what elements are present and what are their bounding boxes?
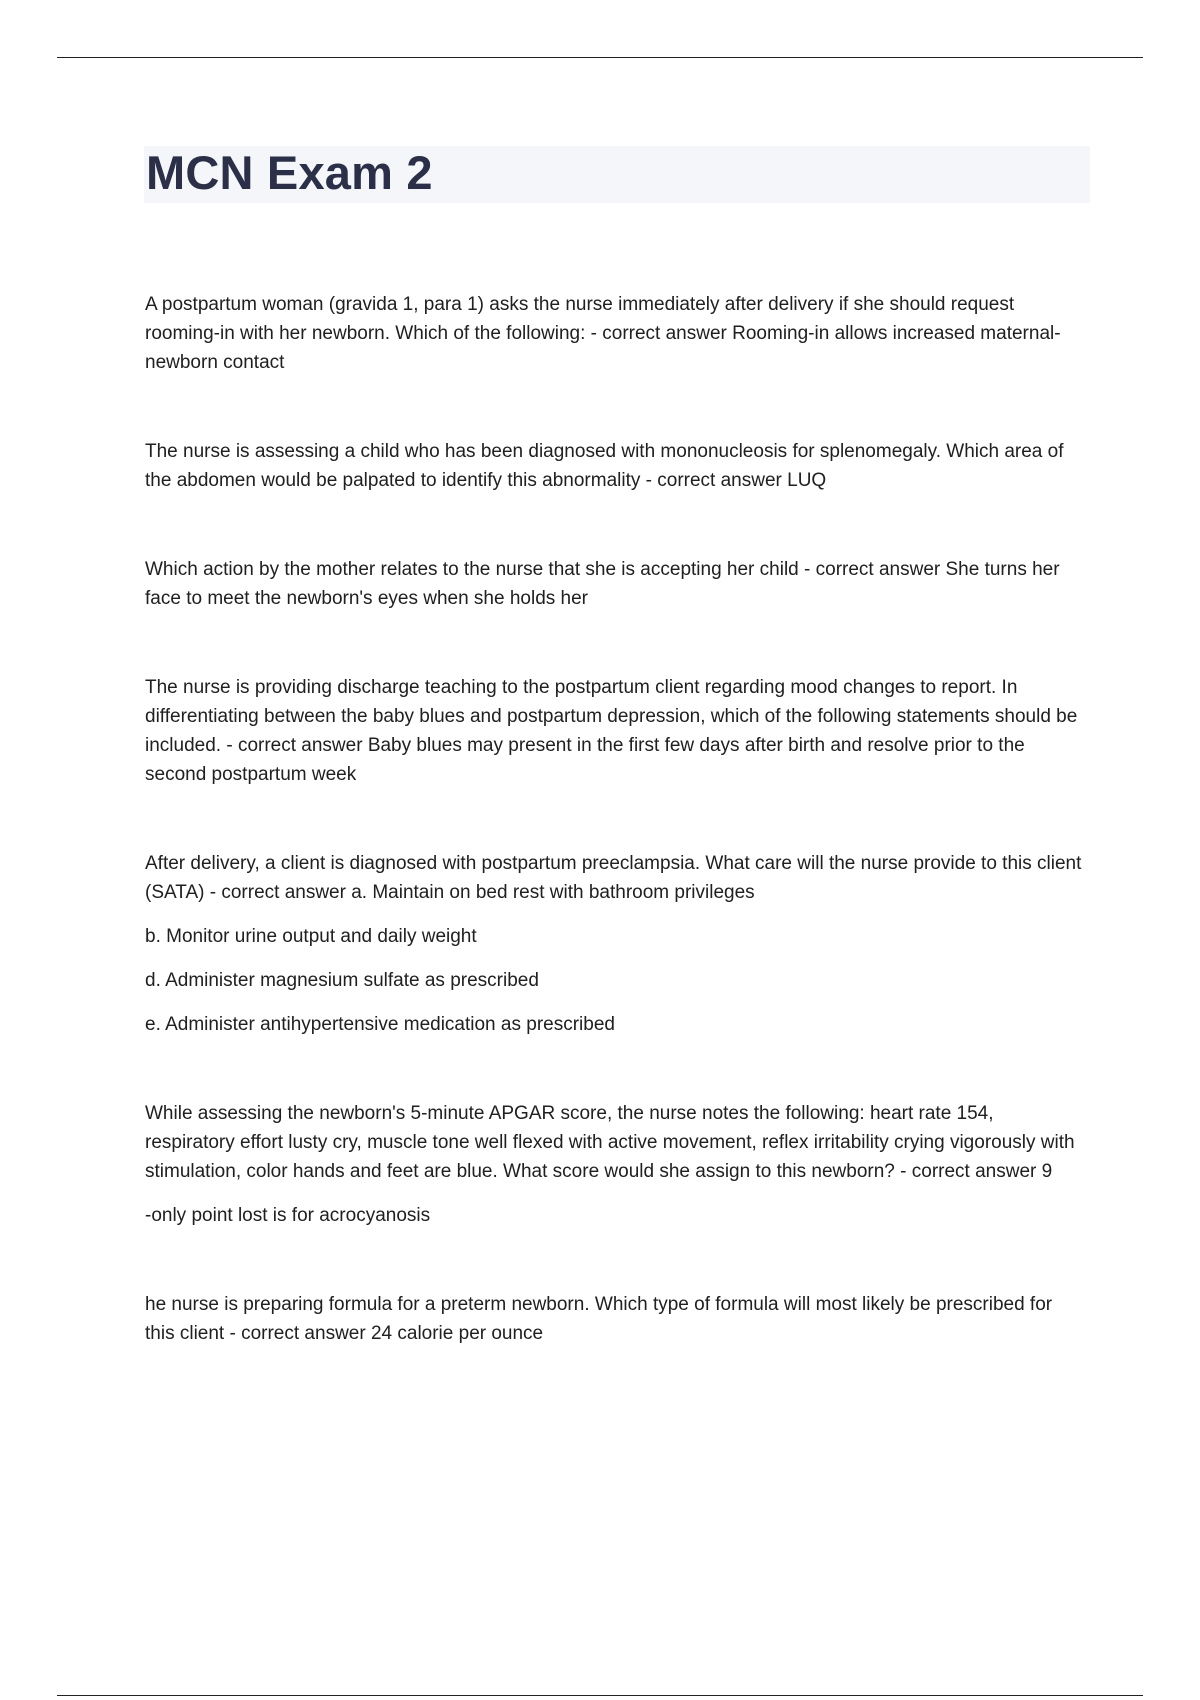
qa-item <box>145 673 1085 789</box>
qa-answer-line: -only point lost is for acrocyanosis <box>145 1205 431 1226</box>
qa-text: While assessing the newborn's 5-minute APGAR score, the nurse notes the following: heart rate 154, respiratory effort lusty cry, muscle tone well flexed with active movement, reflex irritability crying vigorously with stimulation, color hands and feet are blue. What score would she assign to this newborn? - correct answer 9 <box>145 1103 1075 1182</box>
header-divider <box>57 57 1143 58</box>
qa-text: The nurse is assessing a child who has been diagnosed with mononucleosis for splenomegaly. Which area of the abdomen would be palpated to identify this abnormality - correct answer LUQ <box>145 441 1064 491</box>
qa-text: he nurse is preparing formula for a preterm newborn. Which type of formula will most likely be prescribed for this client - correct answer 24 calorie per ounce <box>145 1294 1053 1344</box>
qa-item <box>145 437 1085 495</box>
qa-answer-line: e. Administer antihypertensive medication as prescribed <box>145 1014 615 1035</box>
qa-answer-line: b. Monitor urine output and daily weight <box>145 926 477 947</box>
qa-text: The nurse is providing discharge teaching to the postpartum client regarding mood changes to report. In differentiating between the baby blues and postpartum depression, which of the following statements should be included. - correct answer Baby blues may present in the first few days after birth and resolve prior to the second postpartum week <box>145 677 1078 785</box>
qa-answer-line: d. Administer magnesium sulfate as prescribed <box>145 970 539 991</box>
footer-divider <box>57 1695 1143 1696</box>
qa-item <box>145 1290 1085 1348</box>
qa-item <box>145 1099 1085 1230</box>
qa-item <box>145 290 1085 377</box>
qa-text: Which action by the mother relates to the nurse that she is accepting her child - correct answer She turns her face to meet the newborn's eyes when she holds her <box>145 559 1060 609</box>
qa-item <box>145 849 1085 1039</box>
qa-text: After delivery, a client is diagnosed with postpartum preeclampsia. What care will the nurse provide to this client (SATA) - correct answer a. Maintain on bed rest with bathroom privileges <box>145 853 1082 903</box>
qa-text: A postpartum woman (gravida 1, para 1) asks the nurse immediately after delivery if she should request rooming-in with her newborn. Which of the following: - correct answer Rooming-in allows increased maternal-newborn contact <box>145 294 1061 373</box>
page-title: MCN Exam 2 <box>146 146 433 199</box>
qa-item <box>145 555 1085 613</box>
document-body <box>145 290 1085 1408</box>
